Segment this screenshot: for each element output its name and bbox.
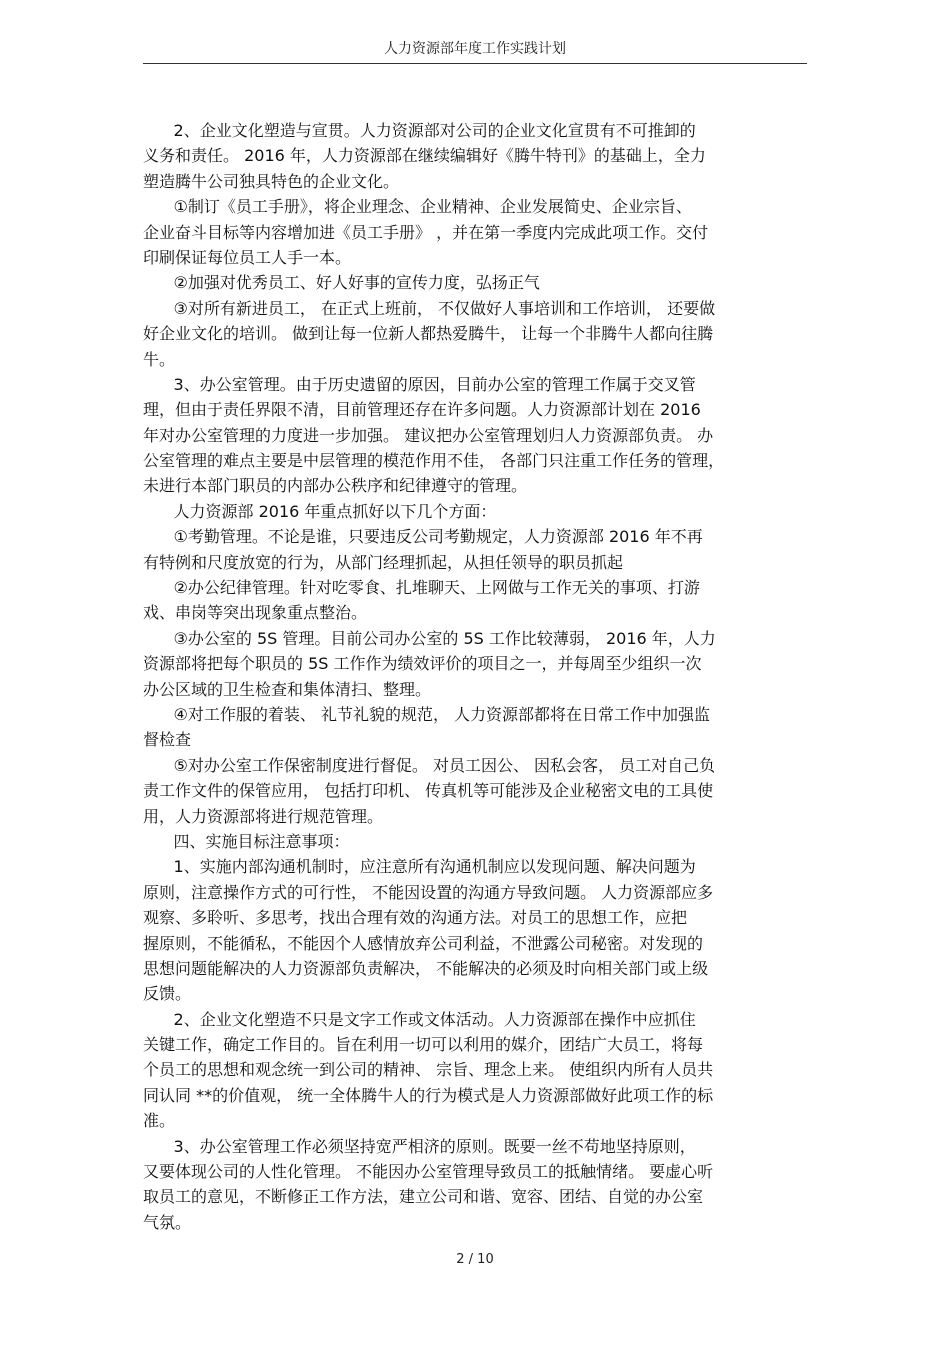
body-text-line: 用，人力资源部将进行规范管理。 [143,806,384,826]
body-text-line: ②办公纪律管理。针对吃零食、扎堆聊天、上网做与工作无关的事项、打游 [143,578,700,598]
body-text-line: 公室管理的难点主要是中层管理的模范作用不佳， 各部门只注重工作任务的管理， [143,451,725,471]
body-text-line: ①制订《员工手册》，将企业理念、企业精神、企业发展简史、企业宗旨、 [143,197,692,217]
body-text-line: 企业奋斗目标等内容增加进《员工手册》 ，并在第一季度内完成此项工作。交付 [143,222,709,242]
body-text-line: 2、企业文化塑造与宣贯。人力资源部对公司的企业文化宣贯有不可推卸的 [143,121,696,140]
body-text-line: 年对办公室管理的力度进一步加强。 建议把办公室管理划归人力资源部负责。 办 [143,425,714,445]
body-text-line: 思想问题能解决的人力资源部负责解决， 不能解决的必须及时向相关部门或上级 [143,958,709,978]
body-text-line: 1、实施内部沟通机制时，应注意所有沟通机制应以发现问题、解决问题为 [143,857,696,877]
body-text-line: 原则，注意操作方式的可行性， 不能因设置的沟通方导致问题。 人力资源部应多 [143,882,714,902]
body-text-line: ⑤对办公室工作保密制度进行督促。 对员工因公、 因私会客， 员工对自己负 [143,755,716,775]
body-text-line: 2、企业文化塑造不只是文字工作或文体活动。人力资源部在操作中应抓住 [143,1009,696,1029]
body-text-line: 同认同 **的价值观， 统一全体腾牛人的行为模式是人力资源部做好此项工作的标 [143,1085,714,1105]
page-header-title: 人力资源部年度工作实践计划 [384,41,566,57]
body-text-line: 未进行本部门职员的内部办公秩序和纪律遵守的管理。 [143,476,528,496]
page-number: 2 / 10 [456,1252,494,1267]
body-text-line: 办公区域的卫生检查和集体清扫、整理。 [143,679,432,699]
body-text-line: ④对工作服的着装、 礼节礼貌的规范， 人力资源部都将在日常工作中加强监 [143,704,711,724]
body-text-line: 理，但由于责任界限不清，目前管理还存在许多问题。人力资源部计划在 2016 [143,400,701,420]
body-text-line: 责工作文件的保管应用， 包括打印机、 传真机等可能涉及企业秘密文电的工具使 [143,781,714,801]
body-text-line: ②加强对优秀员工、好人好事的宣传力度，弘扬正气 [143,273,540,293]
body-text-line: 有特例和尺度放宽的行为，从部门经理抓起，从担任领导的职员抓起 [143,552,624,572]
body-text-line: 握原则，不能循私，不能因个人感情放弃公司利益，不泄露公司秘密。对发现的 [143,933,704,953]
body-text-line: 印刷保证每位员工人手一本。 [143,247,352,267]
body-text-line: ③办公室的 5S 管理。目前公司办公室的 5S 工作比较薄弱， 2016 年，人力 [143,628,716,648]
document-body [143,118,807,1235]
body-text-line: 又要体现公司的人性化管理。 不能因办公室管理导致员工的抵触情绪。 要虚心听 [143,1162,714,1182]
body-text-line: 督检查 [143,730,192,750]
body-text-line: 气氛。 [143,1212,192,1232]
body-text-line: 观察、多聆听、多思考，找出合理有效的沟通方法。对员工的思想工作，应把 [143,908,688,928]
body-text-line: ①考勤管理。不论是谁，只要违反公司考勤规定，人力资源部 2016 年不再 [143,527,703,547]
body-text-line: 塑造腾牛公司独具特色的企业文化。 [143,171,400,191]
header-divider [143,63,807,64]
body-text-line: 准。 [143,1111,176,1131]
body-text-line: 3、办公室管理工作必须坚持宽严相济的原则。既要一丝不苟地坚持原则， [143,1136,696,1156]
body-text-line: 资源部将把每个职员的 5S 工作作为绩效评价的项目之一，并每周至少组织一次 [143,654,702,674]
body-text-line: 戏、串岗等突出现象重点整治。 [143,603,368,623]
body-text-line: 3、办公室管理。由于历史遗留的原因，目前办公室的管理工作属于交叉管 [143,374,696,394]
body-text-line: 牛。 [143,349,176,369]
body-text-line: 个员工的思想和观念统一到公司的精神、 宗旨、理念上来。 使组织内所有人员共 [143,1060,714,1080]
body-text-line: 义务和责任。 2016 年，人力资源部在继续编辑好《腾牛特刊》的基础上，全力 [143,146,706,166]
body-text-line: 好企业文化的培训。 做到让每一位新人都热爱腾牛， 让每一个非腾牛人都向往腾 [143,324,714,344]
body-text-line: 反馈。 [143,984,192,1004]
body-text-line: 取员工的意见，不断修正工作方法，建立公司和谐、宽容、团结、自觉的办公室 [143,1187,704,1207]
body-text-line: 四、实施目标注意事项： [143,831,350,851]
body-text-line: ③对所有新进员工， 在正式上班前， 不仅做好人事培训和工作培训， 还要做 [143,298,716,318]
body-text-line: 人力资源部 2016 年重点抓好以下几个方面： [143,501,497,521]
body-text-line: 关键工作，确定工作目的。旨在利用一切可以利用的媒介，团结广大员工，将每 [143,1035,704,1055]
